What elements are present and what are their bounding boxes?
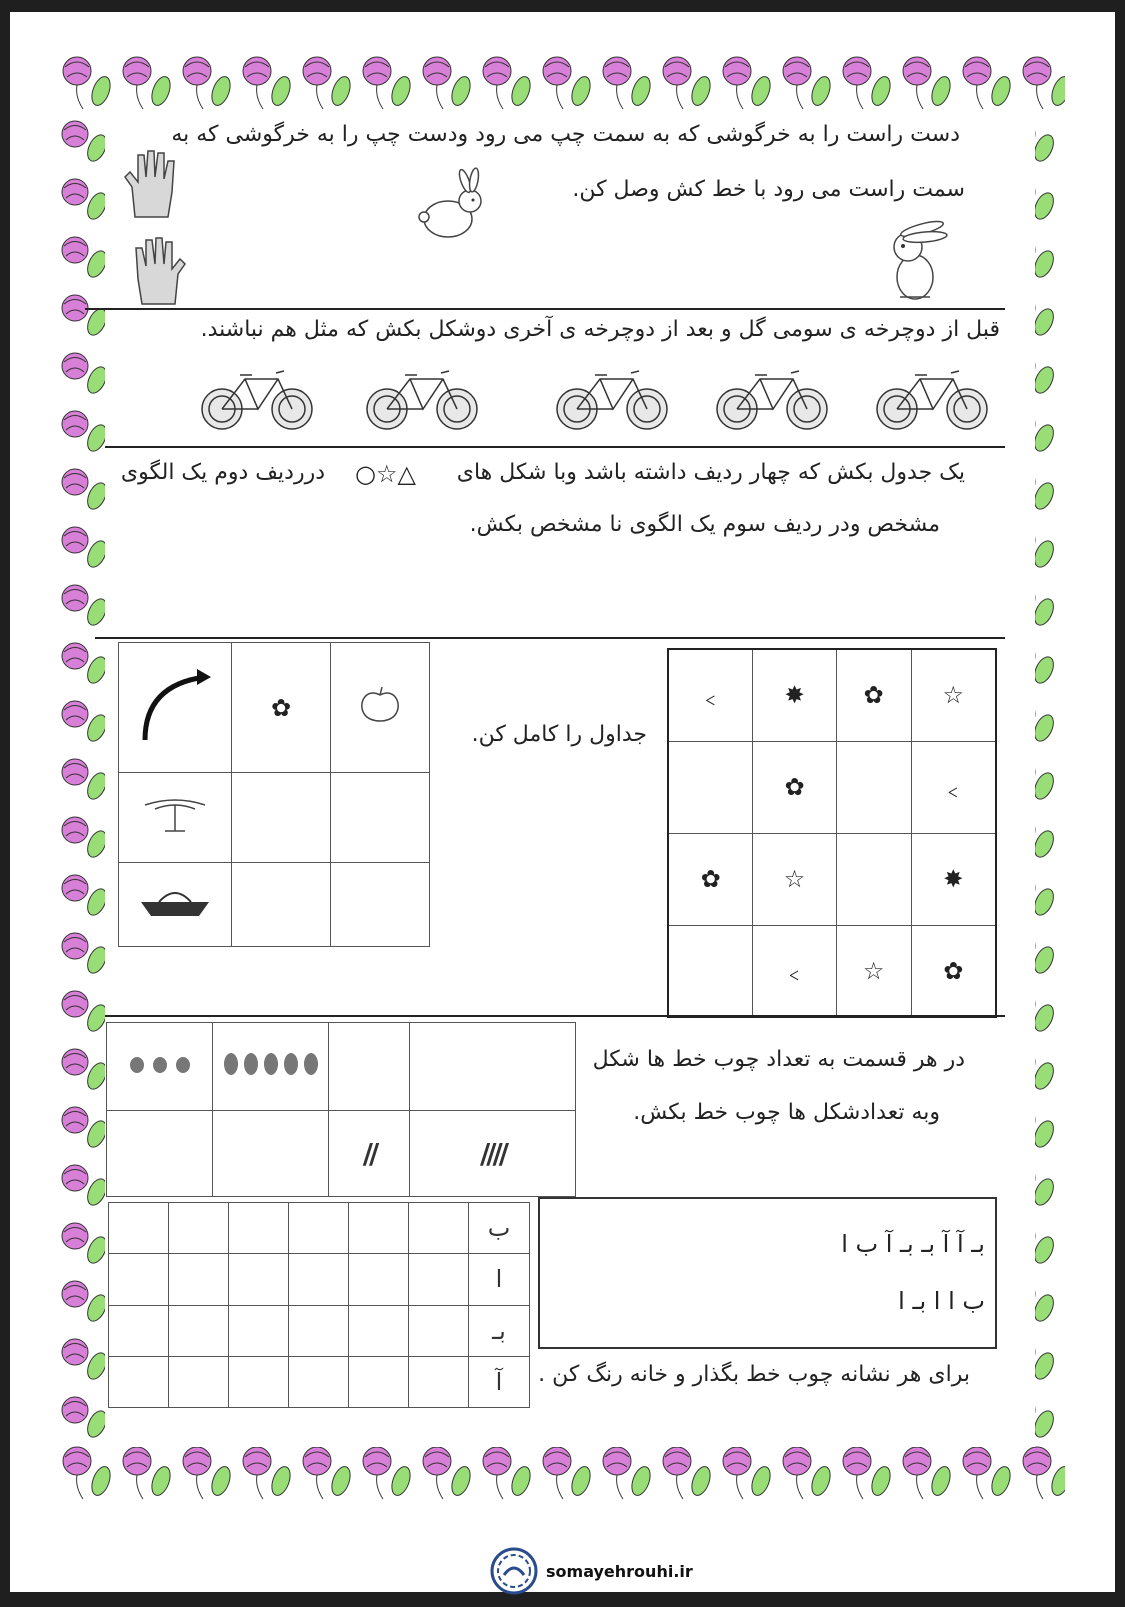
- grid-cell[interactable]: [668, 649, 753, 741]
- grid-cell[interactable]: [410, 1111, 576, 1197]
- section3-line2: مشخص ودر ردیف سوم یک الگوی نا مشخص بکش.: [469, 512, 940, 537]
- three-dots-icon: [125, 1055, 195, 1075]
- grid-cell[interactable]: [119, 863, 232, 947]
- letters-row-1: بـ آ آ بـ بـ آ ب ا: [841, 1230, 985, 1258]
- divider-3: [95, 637, 1005, 639]
- cell-symbol: ﹤: [782, 959, 807, 988]
- grid-cell[interactable]: [836, 833, 911, 925]
- section5-line2: وبه تعدادشکل ها چوب خط بکش.: [633, 1100, 940, 1125]
- grid-cell[interactable]: [109, 1203, 169, 1254]
- grid-cell[interactable]: [213, 1023, 329, 1111]
- section1-line2: سمت راست می رود با خط کش وصل کن.: [572, 177, 965, 202]
- grid-cell[interactable]: [213, 1111, 329, 1197]
- letters-box: [538, 1197, 997, 1349]
- pattern-grid-left: [118, 642, 430, 947]
- bicycle-icons: [200, 367, 1000, 437]
- cell-symbol: ☆: [862, 956, 885, 985]
- grid-cell[interactable]: [229, 1356, 289, 1407]
- grid-cell[interactable]: [409, 1356, 469, 1407]
- grid-cell[interactable]: [109, 1305, 169, 1356]
- cell-symbol: ☆: [942, 681, 965, 710]
- cell-symbol: ✿: [863, 681, 884, 710]
- section1-line1: دست راست را به خرگوشی که به سمت چپ می رود ودست چپ را به خرگوشی که به: [171, 122, 960, 147]
- grid-cell[interactable]: [169, 1203, 229, 1254]
- grid-cell[interactable]: [109, 1356, 169, 1407]
- footer-site[interactable]: somayehrouhi.ir: [546, 1561, 693, 1581]
- pattern-grid-right: [667, 648, 997, 1018]
- grid-cell[interactable]: [349, 1356, 409, 1407]
- letters-row-2: ب ا ا بـ ا: [898, 1287, 985, 1315]
- grid-cell[interactable]: [107, 1023, 213, 1111]
- grid-cell[interactable]: [232, 863, 331, 947]
- hand-left-icon: [120, 234, 190, 309]
- cell-symbol: ☆: [783, 865, 806, 893]
- section2-text: قبل از دوچرخه ی سومی گل و بعد از دوچرخه ی آخری دوشکل بکش که مثل هم نباشند.: [200, 317, 1000, 342]
- shapes-triangle-star-circle: ○☆△: [355, 460, 416, 488]
- grid-cell[interactable]: [107, 1111, 213, 1197]
- grid-cell[interactable]: [836, 925, 911, 1017]
- tally-two: //: [362, 1137, 376, 1170]
- grid-cell[interactable]: [911, 649, 996, 741]
- divider-2: [105, 446, 1005, 448]
- section4-text: جداول را کامل کن.: [471, 722, 647, 747]
- curved-arrow-icon: [135, 665, 215, 745]
- grid-cell[interactable]: [119, 773, 232, 863]
- apple-icon: [355, 685, 405, 725]
- grid-cell[interactable]: [349, 1305, 409, 1356]
- grid-cell[interactable]: [289, 1203, 349, 1254]
- grid-cell[interactable]: [668, 833, 753, 925]
- grid-cell[interactable]: [753, 649, 836, 741]
- logo-icon: [490, 1547, 538, 1595]
- grid-cell[interactable]: [349, 1203, 409, 1254]
- grid-cell[interactable]: [119, 643, 232, 773]
- section5-line1: در هر قسمت به تعداد چوب خط ها شکل: [592, 1047, 965, 1072]
- grid-cell[interactable]: [331, 643, 430, 773]
- grid-cell[interactable]: [229, 1305, 289, 1356]
- hand-right-icon: [120, 147, 190, 222]
- rabbit-right-facing-icon: [870, 217, 960, 307]
- section6-instruction: برای هر نشانه چوب خط بگذار و خانه رنگ کن .: [538, 1362, 970, 1387]
- basket-icon: [135, 882, 215, 922]
- grid-cell[interactable]: [911, 741, 996, 833]
- side-letter: ب: [469, 1203, 530, 1254]
- tally-grid: [106, 1022, 576, 1197]
- side-letter: بـ: [469, 1305, 530, 1356]
- rabbit-left-facing-icon: [410, 167, 490, 247]
- grid-cell[interactable]: [331, 863, 430, 947]
- section3-line1a: یک جدول بکش که چهار ردیف داشته باشد وبا شکل های: [456, 460, 965, 485]
- grid-cell[interactable]: [836, 741, 911, 833]
- grid-cell[interactable]: [169, 1356, 229, 1407]
- five-dots-icon: [221, 1050, 321, 1078]
- letter-tally-grid: [108, 1202, 530, 1408]
- divider-1: [85, 308, 1005, 310]
- side-letter: آ: [469, 1356, 530, 1407]
- grid-cell[interactable]: [229, 1254, 289, 1305]
- section3-line1b: درردیف دوم یک الگوی: [120, 460, 325, 485]
- grid-cell[interactable]: [331, 773, 430, 863]
- cell-symbol: ✸: [784, 681, 805, 710]
- grid-cell[interactable]: [169, 1254, 229, 1305]
- grid-cell[interactable]: [753, 741, 836, 833]
- grid-cell[interactable]: [668, 925, 753, 1017]
- grid-cell[interactable]: [911, 833, 996, 925]
- flower-icon: ✿: [270, 693, 292, 722]
- tree-icon: [135, 795, 215, 835]
- grid-cell[interactable]: [753, 833, 836, 925]
- grid-cell[interactable]: [232, 643, 331, 773]
- grid-cell[interactable]: [409, 1203, 469, 1254]
- grid-cell[interactable]: [169, 1305, 229, 1356]
- grid-cell[interactable]: [289, 1254, 349, 1305]
- grid-cell[interactable]: [410, 1023, 576, 1111]
- flower-border-top: [55, 47, 1065, 117]
- side-letter: ا: [469, 1254, 530, 1305]
- grid-cell[interactable]: [349, 1254, 409, 1305]
- grid-cell[interactable]: [409, 1254, 469, 1305]
- grid-cell[interactable]: [289, 1356, 349, 1407]
- grid-cell[interactable]: [836, 649, 911, 741]
- grid-cell[interactable]: [109, 1254, 169, 1305]
- cell-symbol: ﹤: [941, 775, 966, 804]
- grid-cell[interactable]: [232, 773, 331, 863]
- cell-symbol: ✸: [943, 865, 964, 893]
- worksheet-page: [10, 12, 1115, 1592]
- cell-symbol: ✿: [784, 773, 805, 801]
- grid-cell[interactable]: [289, 1305, 349, 1356]
- cell-symbol: ✿: [943, 956, 964, 985]
- cell-symbol: ✿: [700, 865, 721, 893]
- grid-cell[interactable]: [329, 1023, 410, 1111]
- grid-cell[interactable]: [329, 1111, 410, 1197]
- grid-cell[interactable]: [911, 925, 996, 1017]
- grid-cell[interactable]: [753, 925, 836, 1017]
- flower-border-bottom: [55, 1437, 1065, 1507]
- cell-symbol: ﹤: [698, 683, 723, 712]
- divider-4: [105, 1015, 1005, 1017]
- grid-cell[interactable]: [229, 1203, 289, 1254]
- footer: [490, 1547, 693, 1595]
- grid-cell[interactable]: [409, 1305, 469, 1356]
- grid-cell[interactable]: [668, 741, 753, 833]
- tally-four: ////: [480, 1137, 505, 1170]
